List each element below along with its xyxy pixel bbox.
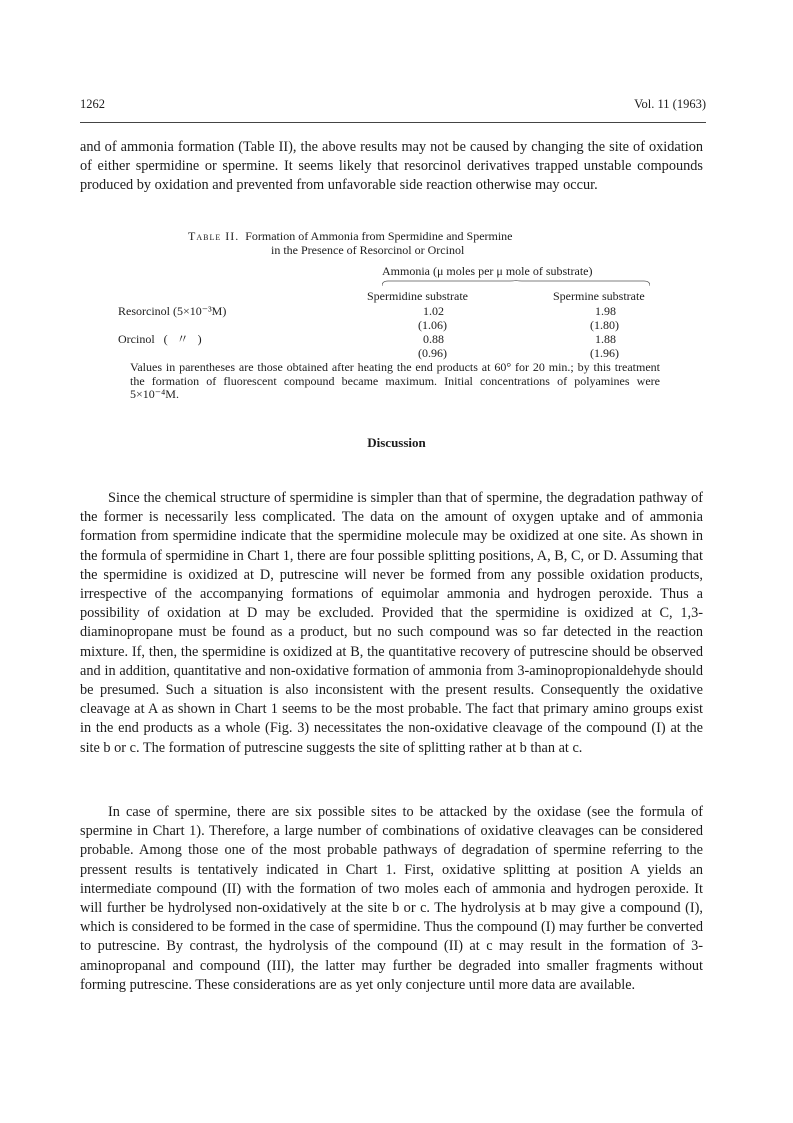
table-cell: 0.88 <box>423 332 444 346</box>
row-label-orcinol: Orcinol ( 〃 ) <box>118 332 202 346</box>
table-label: Table II. <box>188 229 240 243</box>
table-spanner-heading: Ammonia (μ moles per μ mole of substrate) <box>382 264 593 278</box>
table-cell: (0.96) <box>418 346 447 360</box>
journal-volume: Vol. 11 (1963) <box>634 97 706 111</box>
table-cell: 1.98 <box>595 304 616 318</box>
table-title-line1: Formation of Ammonia from Spermidine and Spermine <box>245 229 513 243</box>
paragraph-3: In case of spermine, there are six possible sites to be attacked by the oxidase (see the formula of spermine in Chart 1). Therefore, a large number of combinations of oxidative cleavages can be considered probable. Among those one of the most probable pathways of degradation of spermine referring to the pressent results is tentatively indicated in Chart 1. First, oxidative splitting at position A yields an intermediate compound (II) with the formation of two moles each of ammonia and hydrogen peroxide. It will further be hydrolysed non-oxidatively at the site b or c. The hydrolysis at b may give a compound (I), which is considered to be formed in the case of spermidine. Thus the compound (I) may further be converted to putrescine. By contrast, the hydrolysis of the compound (II) at c may result in the formation of 3-aminopropanal and compound (III), the latter may further be degraded into smaller fragments without forming putrescine. These considerations are as yet only conjecture until more data are available. <box>80 804 703 993</box>
col-header-spermine: Spermine substrate <box>553 289 645 303</box>
section-heading-discussion: Discussion <box>367 435 426 450</box>
table-cell: (1.06) <box>418 318 447 332</box>
paragraph-1: and of ammonia formation (Table II), the above results may not be caused by changing the site of oxidation of either spermidine or spermine. It seems likely that resorcinol derivatives trapped unstable compounds produced by oxidation and prevented from unfavorable side reaction otherwise may occur. <box>80 139 703 194</box>
table-footnote: Values in parentheses are those obtained after heating the end products at 60° for 20 min.; by this treatment the formation of fluorescent compound became maximum. Initial concentrations of polyamines were 5×10⁻⁴M. <box>130 360 660 402</box>
row-label-resorcinol: Resorcinol (5×10⁻³M) <box>118 304 227 318</box>
col-header-spermidine: Spermidine substrate <box>367 289 468 303</box>
table-cell: 1.88 <box>595 332 616 346</box>
data-table <box>0 0 793 400</box>
table-cell: (1.96) <box>590 346 619 360</box>
table-cell: (1.80) <box>590 318 619 332</box>
table-title-line2: in the Presence of Resorcinol or Orcinol <box>271 243 465 257</box>
spanner-brace <box>382 280 650 286</box>
page-number: 1262 <box>80 97 105 111</box>
paragraph-2: Since the chemical structure of spermidine is simpler than that of spermine, the degradation pathway of the former is necessarily less complicated. The data on the amount of oxygen uptake and of ammonia formation from spermidine indicate that the spermidine molecule may be oxidized at one site. As shown in the formula of spermidine in Chart 1, there are four possible splitting positions, A, B, C, or D. Assuming that the spermidine is oxidized at D, putrescine will never be formed from any possible oxidation products, irrespective of the accompanying formations of equimolar ammonia and hydrogen peroxide. Thus a possibility of oxidation at D may be excluded. Provided that the spermidine is oxidized at C, 1,3-diaminopropane must be found as a product, but no such compound was so far detected in the reaction mixture. If, then, the spermidine is oxidized at B, the quantitative recovery of putrescine should be observed and in addition, quantitative and non-oxidative formation of ammonia from 3-aminopropionaldehyde should be presumed. Such a situation is also inconsistent with the present results. Consequently the oxidative cleavage at A as shown in Chart 1 seems to be the most probable. The fact that primary amino groups exist in the end products as a whole (Fig. 3) necessitates the non-oxidative cleavage of the compound (I) at the site b or c. The formation of putrescine suggests the site of splitting rather at b than at c. <box>80 490 703 756</box>
table-cell: 1.02 <box>423 304 444 318</box>
